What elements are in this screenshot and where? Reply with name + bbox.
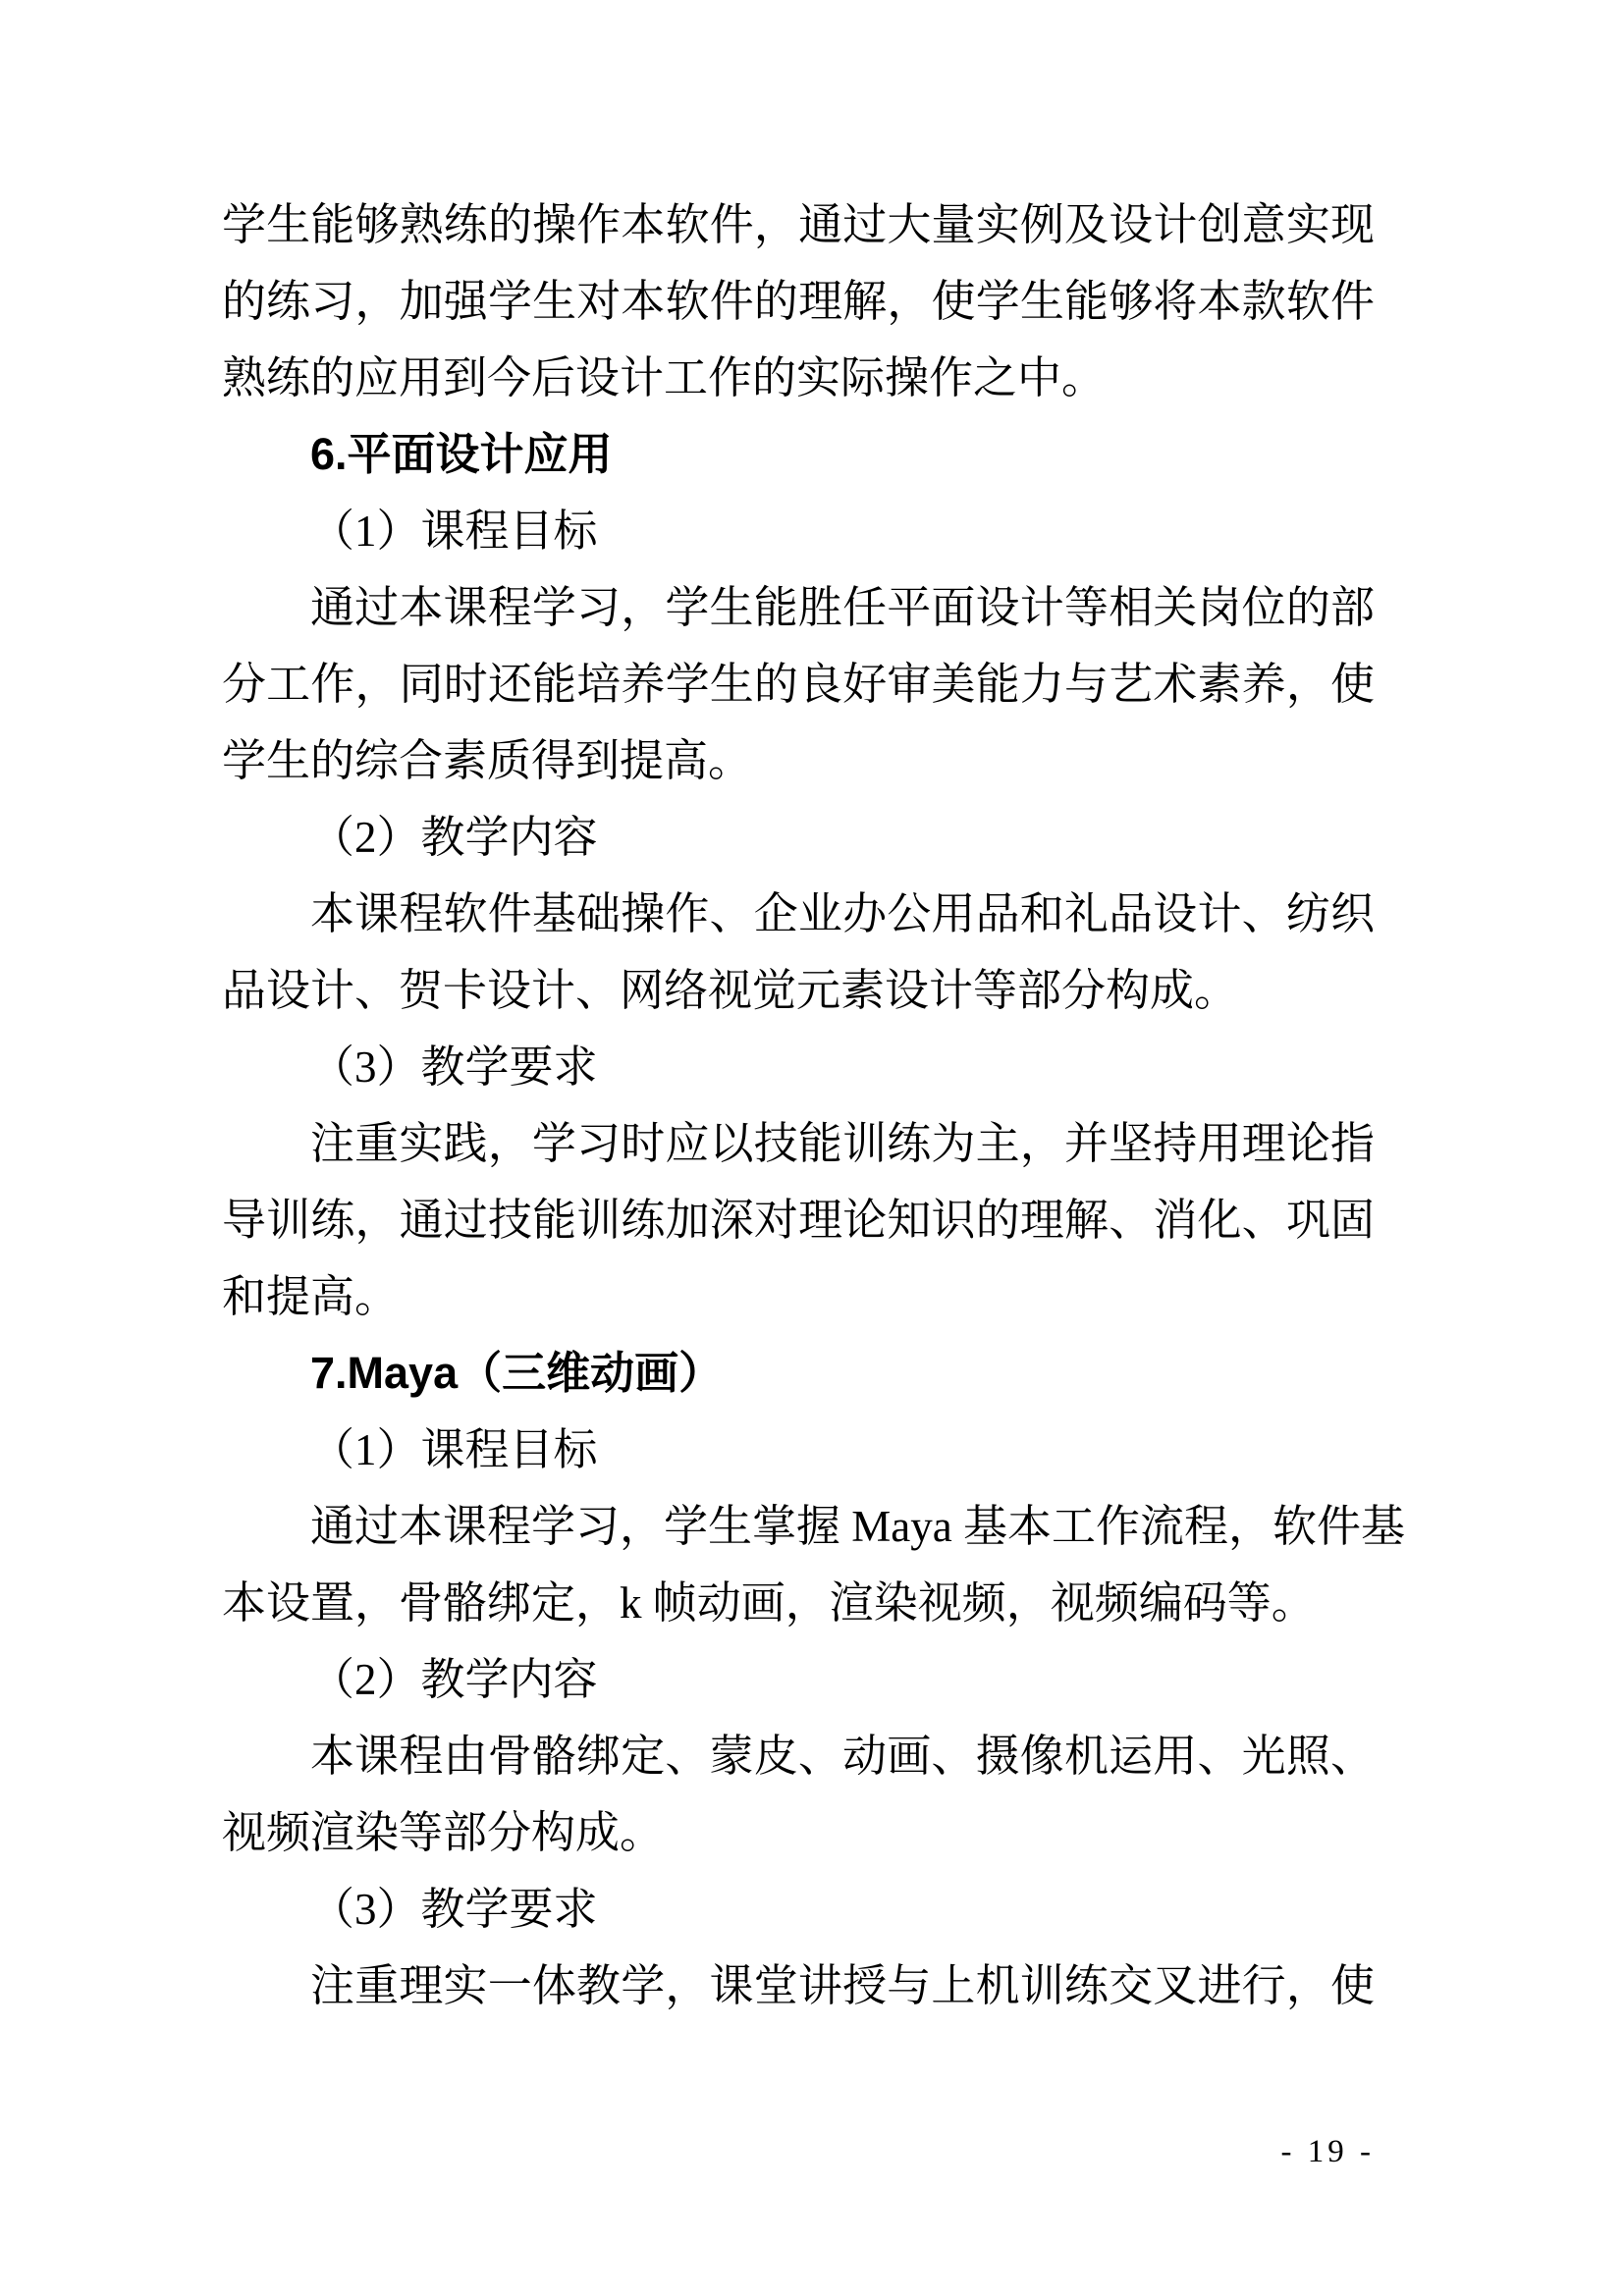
paragraph-line: 本设置，骨骼绑定，k 帧动画，渲染视频，视频编码等。 bbox=[222, 1578, 1316, 1628]
paragraph-line: 熟练的应用到今后设计工作的实际操作之中。 bbox=[222, 353, 1107, 402]
paragraph-line: 注重实践，学习时应以技能训练为主，并坚持用理论指 bbox=[310, 1119, 1375, 1168]
section-heading: 7.Maya（三维动画） bbox=[310, 1348, 724, 1398]
paragraph-line: 通过本课程学习，学生能胜任平面设计等相关岗位的部 bbox=[310, 583, 1375, 632]
subsection-label: （1）课程目标 bbox=[310, 507, 598, 556]
text-block bbox=[222, 187, 1405, 2024]
subsection-label: （3）教学要求 bbox=[310, 1042, 598, 1092]
subsection-label: （2）教学内容 bbox=[310, 813, 598, 862]
paragraph-line: 本课程软件基础操作、企业办公用品和礼品设计、纺织 bbox=[310, 889, 1375, 938]
page-number: - 19 - bbox=[1280, 2134, 1375, 2169]
section-heading: 6.平面设计应用 bbox=[310, 429, 613, 479]
paragraph-line: 导训练，通过技能训练加深对理论知识的理解、消化、巩固 bbox=[222, 1196, 1375, 1245]
paragraph-line: 本课程由骨骼绑定、蒙皮、动画、摄像机运用、光照、 bbox=[310, 1732, 1375, 1781]
paragraph-line: 注重理实一体教学，课堂讲授与上机训练交叉进行，使 bbox=[310, 1961, 1375, 2010]
subsection-label: （2）教学内容 bbox=[310, 1655, 598, 1704]
paragraph-line: 学生能够熟练的操作本软件，通过大量实例及设计创意实现 bbox=[222, 200, 1375, 249]
paragraph-line: 分工作，同时还能培养学生的良好审美能力与艺术素养，使 bbox=[222, 660, 1375, 709]
paragraph-line: 学生的综合素质得到提高。 bbox=[222, 736, 753, 785]
paragraph-line: 视频渲染等部分构成。 bbox=[222, 1808, 665, 1857]
paragraph-line: 和提高。 bbox=[222, 1272, 400, 1321]
subsection-label: （3）教学要求 bbox=[310, 1885, 598, 1934]
subsection-label: （1）课程目标 bbox=[310, 1425, 598, 1474]
paragraph-line: 通过本课程学习，学生掌握 Maya 基本工作流程，软件基 bbox=[310, 1502, 1405, 1551]
paragraph-line: 品设计、贺卡设计、网络视觉元素设计等部分构成。 bbox=[222, 966, 1239, 1015]
paragraph-line: 的练习，加强学生对本软件的理解，使学生能够将本款软件 bbox=[222, 277, 1375, 326]
